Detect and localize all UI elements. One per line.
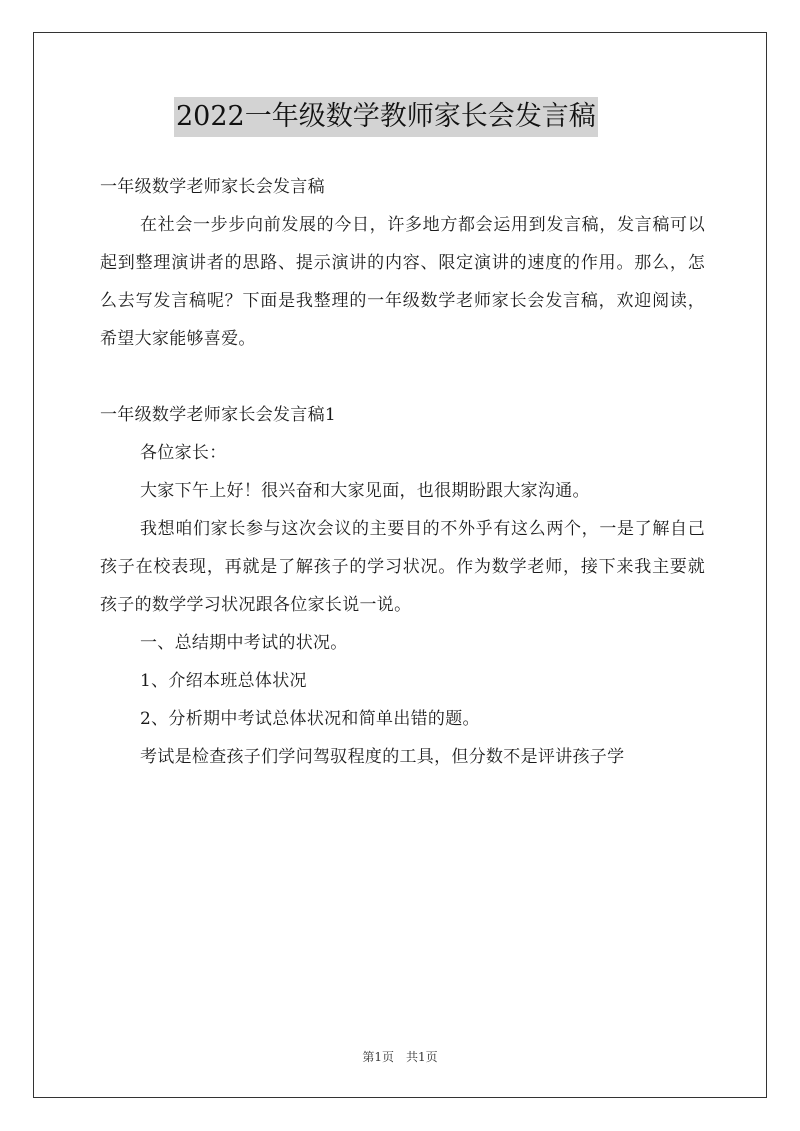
intro-paragraph: 在社会一步步向前发展的今日，许多地方都会运用到发言稿，发言稿可以起到整理演讲者的思路、提示演讲的内容、限定演讲的速度的作用。那么，怎么去写发言稿呢？下面是我整理的一年级数学老师家长会发言稿，欢迎阅读，希望大家能够喜爱。	[100, 215, 705, 349]
greeting-paragraph: 各位家长：	[140, 443, 227, 463]
body-paragraph: 2、分析期中考试总体状况和简单出错的题。	[140, 709, 480, 729]
body-paragraph: 考试是检查孩子们学问驾驭程度的工具，但分数不是评讲孩子学	[140, 747, 625, 767]
document-body	[100, 168, 705, 776]
page-footer: 第1页 共1页	[362, 1050, 438, 1064]
subtitle: 一年级数学老师家长会发言稿	[100, 177, 325, 197]
document-title: 2022一年级数学教师家长会发言稿	[174, 97, 598, 137]
body-paragraph: 1、介绍本班总体状况	[140, 671, 307, 691]
body-paragraph: 我想咱们家长参与这次会议的主要目的不外乎有这么两个，一是了解自己孩子在校表现，再就是了解孩子的学习状况。作为数学老师，接下来我主要就孩子的数学学习状况跟各位家长说一说。	[100, 519, 705, 615]
section-spacer	[100, 358, 705, 396]
section-heading: 一年级数学老师家长会发言稿1	[100, 405, 337, 425]
body-paragraph: 大家下午上好！很兴奋和大家见面，也很期盼跟大家沟通。	[140, 481, 590, 501]
body-paragraph: 一、总结期中考试的状况。	[140, 633, 348, 653]
